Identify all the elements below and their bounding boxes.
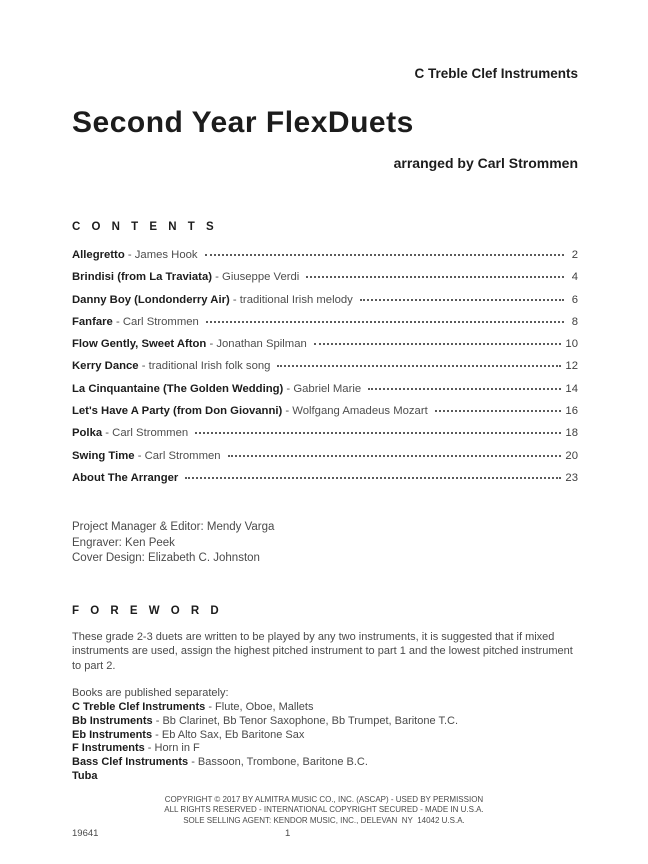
toc-page-number: 8 bbox=[571, 315, 578, 328]
toc-credit: - James Hook bbox=[124, 249, 198, 261]
book-name: Bb Instruments bbox=[72, 714, 153, 727]
book-detail: - Bb Clarinet, Bb Tenor Saxophone, Bb Trumpet, Baritone T.C. bbox=[152, 714, 459, 727]
toc-row bbox=[72, 316, 578, 338]
book-name: Bass Clef Instruments bbox=[72, 756, 189, 769]
books-intro: Books are published separately: bbox=[72, 687, 229, 700]
foreword-heading: F O R E W O R D bbox=[72, 604, 223, 617]
toc-credit: - Carl Strommen bbox=[134, 449, 221, 462]
toc-leader-dots bbox=[205, 254, 564, 256]
book-line bbox=[72, 742, 578, 756]
toc-page-number: 10 bbox=[565, 338, 578, 351]
toc-credit: - Wolfgang Amadeus Mozart bbox=[282, 405, 428, 418]
toc-page-number: 18 bbox=[565, 427, 578, 440]
book-line bbox=[72, 770, 578, 784]
book-detail: - Eb Alto Sax, Eb Baritone Sax bbox=[152, 728, 305, 741]
toc-page-number: 14 bbox=[565, 382, 578, 395]
footer-row bbox=[72, 828, 578, 839]
toc-row bbox=[72, 427, 578, 449]
toc-title: La Cinquantaine (The Golden Wedding) bbox=[72, 382, 284, 395]
toc-credit: - Giuseppe Verdi bbox=[212, 271, 300, 284]
credit-line: Cover Design: Elizabeth C. Johnston bbox=[72, 552, 260, 565]
page-number: 1 bbox=[285, 828, 291, 839]
toc-credit: - Gabriel Marie bbox=[283, 382, 362, 395]
edition-label: C Treble Clef Instruments bbox=[414, 66, 578, 81]
toc-page-number: 12 bbox=[565, 360, 578, 373]
toc-title: Flow Gently, Sweet Afton bbox=[72, 338, 207, 351]
book-name: F Instruments bbox=[72, 742, 145, 755]
contents-heading: C O N T E N T S bbox=[72, 221, 218, 233]
toc-page-number: 16 bbox=[565, 405, 578, 418]
toc-row bbox=[72, 338, 578, 360]
toc-leader-dots bbox=[277, 365, 561, 367]
toc-row bbox=[72, 271, 578, 293]
toc-page-number: 4 bbox=[571, 271, 578, 284]
book-line bbox=[72, 715, 578, 729]
book-line bbox=[72, 701, 578, 715]
toc-title: Allegretto bbox=[72, 249, 125, 261]
book-line bbox=[72, 756, 578, 770]
foreword-paragraph: These grade 2-3 duets are written to be played by any two instruments, it is suggested that if mixed instruments are used, assign the highest pitched instrument to part 1 and the lowest pitched instrument to part 2. bbox=[72, 630, 573, 672]
credit-line: Engraver: Ken Peek bbox=[72, 536, 175, 549]
toc-title: Swing Time bbox=[72, 449, 135, 462]
toc-leader-dots bbox=[360, 299, 564, 301]
toc-page-number: 2 bbox=[571, 249, 578, 261]
toc-credit: - Jonathan Spilman bbox=[206, 338, 307, 351]
toc-leader-dots bbox=[228, 455, 562, 457]
toc-leader-dots bbox=[314, 343, 562, 345]
toc-credit: - Carl Strommen bbox=[102, 427, 189, 440]
toc-title: Kerry Dance bbox=[72, 360, 139, 373]
arranger-line: arranged by Carl Strommen bbox=[393, 155, 578, 171]
toc-leader-dots bbox=[435, 410, 562, 412]
credit-line: Project Manager & Editor: Mendy Varga bbox=[72, 521, 275, 534]
book-detail: - Bassoon, Trombone, Baritone B.C. bbox=[188, 756, 368, 769]
toc-row bbox=[72, 472, 578, 494]
toc-title: Fanfare bbox=[72, 315, 113, 328]
toc-credit: - Carl Strommen bbox=[112, 315, 199, 328]
catalog-number: 19641 bbox=[72, 828, 99, 839]
toc-title: About The Arranger bbox=[72, 471, 179, 484]
book-line bbox=[72, 729, 578, 743]
book-detail: - Flute, Oboe, Mallets bbox=[205, 701, 314, 714]
toc-title: Let's Have A Party (from Don Giovanni) bbox=[72, 405, 283, 418]
toc-row bbox=[72, 405, 578, 427]
toc-page-number: 20 bbox=[565, 449, 578, 462]
contents-list bbox=[72, 249, 578, 494]
toc-credit: - traditional Irish melody bbox=[229, 293, 353, 306]
copyright-line: COPYRIGHT © 2017 BY ALMITRA MUSIC CO., INC. (ASCAP) - USED BY PERMISSION bbox=[164, 794, 484, 804]
toc-leader-dots bbox=[368, 388, 561, 390]
toc-leader-dots bbox=[306, 276, 564, 278]
book-name: Eb Instruments bbox=[72, 728, 153, 741]
toc-row bbox=[72, 450, 578, 472]
page-title: Second Year FlexDuets bbox=[72, 106, 414, 139]
books-list bbox=[72, 687, 578, 784]
book-detail: - Horn in F bbox=[144, 742, 200, 755]
copyright-block bbox=[0, 795, 648, 827]
toc-title: Danny Boy (Londonderry Air) bbox=[72, 293, 230, 306]
toc-leader-dots bbox=[206, 321, 564, 323]
toc-row bbox=[72, 249, 578, 271]
toc-leader-dots bbox=[195, 432, 561, 434]
book-name: C Treble Clef Instruments bbox=[72, 701, 206, 714]
toc-row bbox=[72, 360, 578, 382]
toc-row bbox=[72, 294, 578, 316]
toc-page-number: 6 bbox=[571, 293, 578, 306]
book-name: Tuba bbox=[72, 770, 98, 783]
copyright-line: SOLE SELLING AGENT: KENDOR MUSIC, INC., DELEVAN NY 14042 U.S.A. bbox=[183, 815, 465, 825]
production-credits bbox=[72, 520, 578, 567]
toc-title: Polka bbox=[72, 427, 103, 440]
toc-title: Brindisi (from La Traviata) bbox=[72, 271, 212, 284]
toc-page-number: 23 bbox=[565, 471, 578, 484]
toc-row bbox=[72, 383, 578, 405]
toc-credit: - traditional Irish folk song bbox=[138, 360, 271, 373]
copyright-line: ALL RIGHTS RESERVED - INTERNATIONAL COPYRIGHT SECURED - MADE IN U.S.A. bbox=[164, 805, 484, 814]
toc-leader-dots bbox=[185, 477, 561, 479]
